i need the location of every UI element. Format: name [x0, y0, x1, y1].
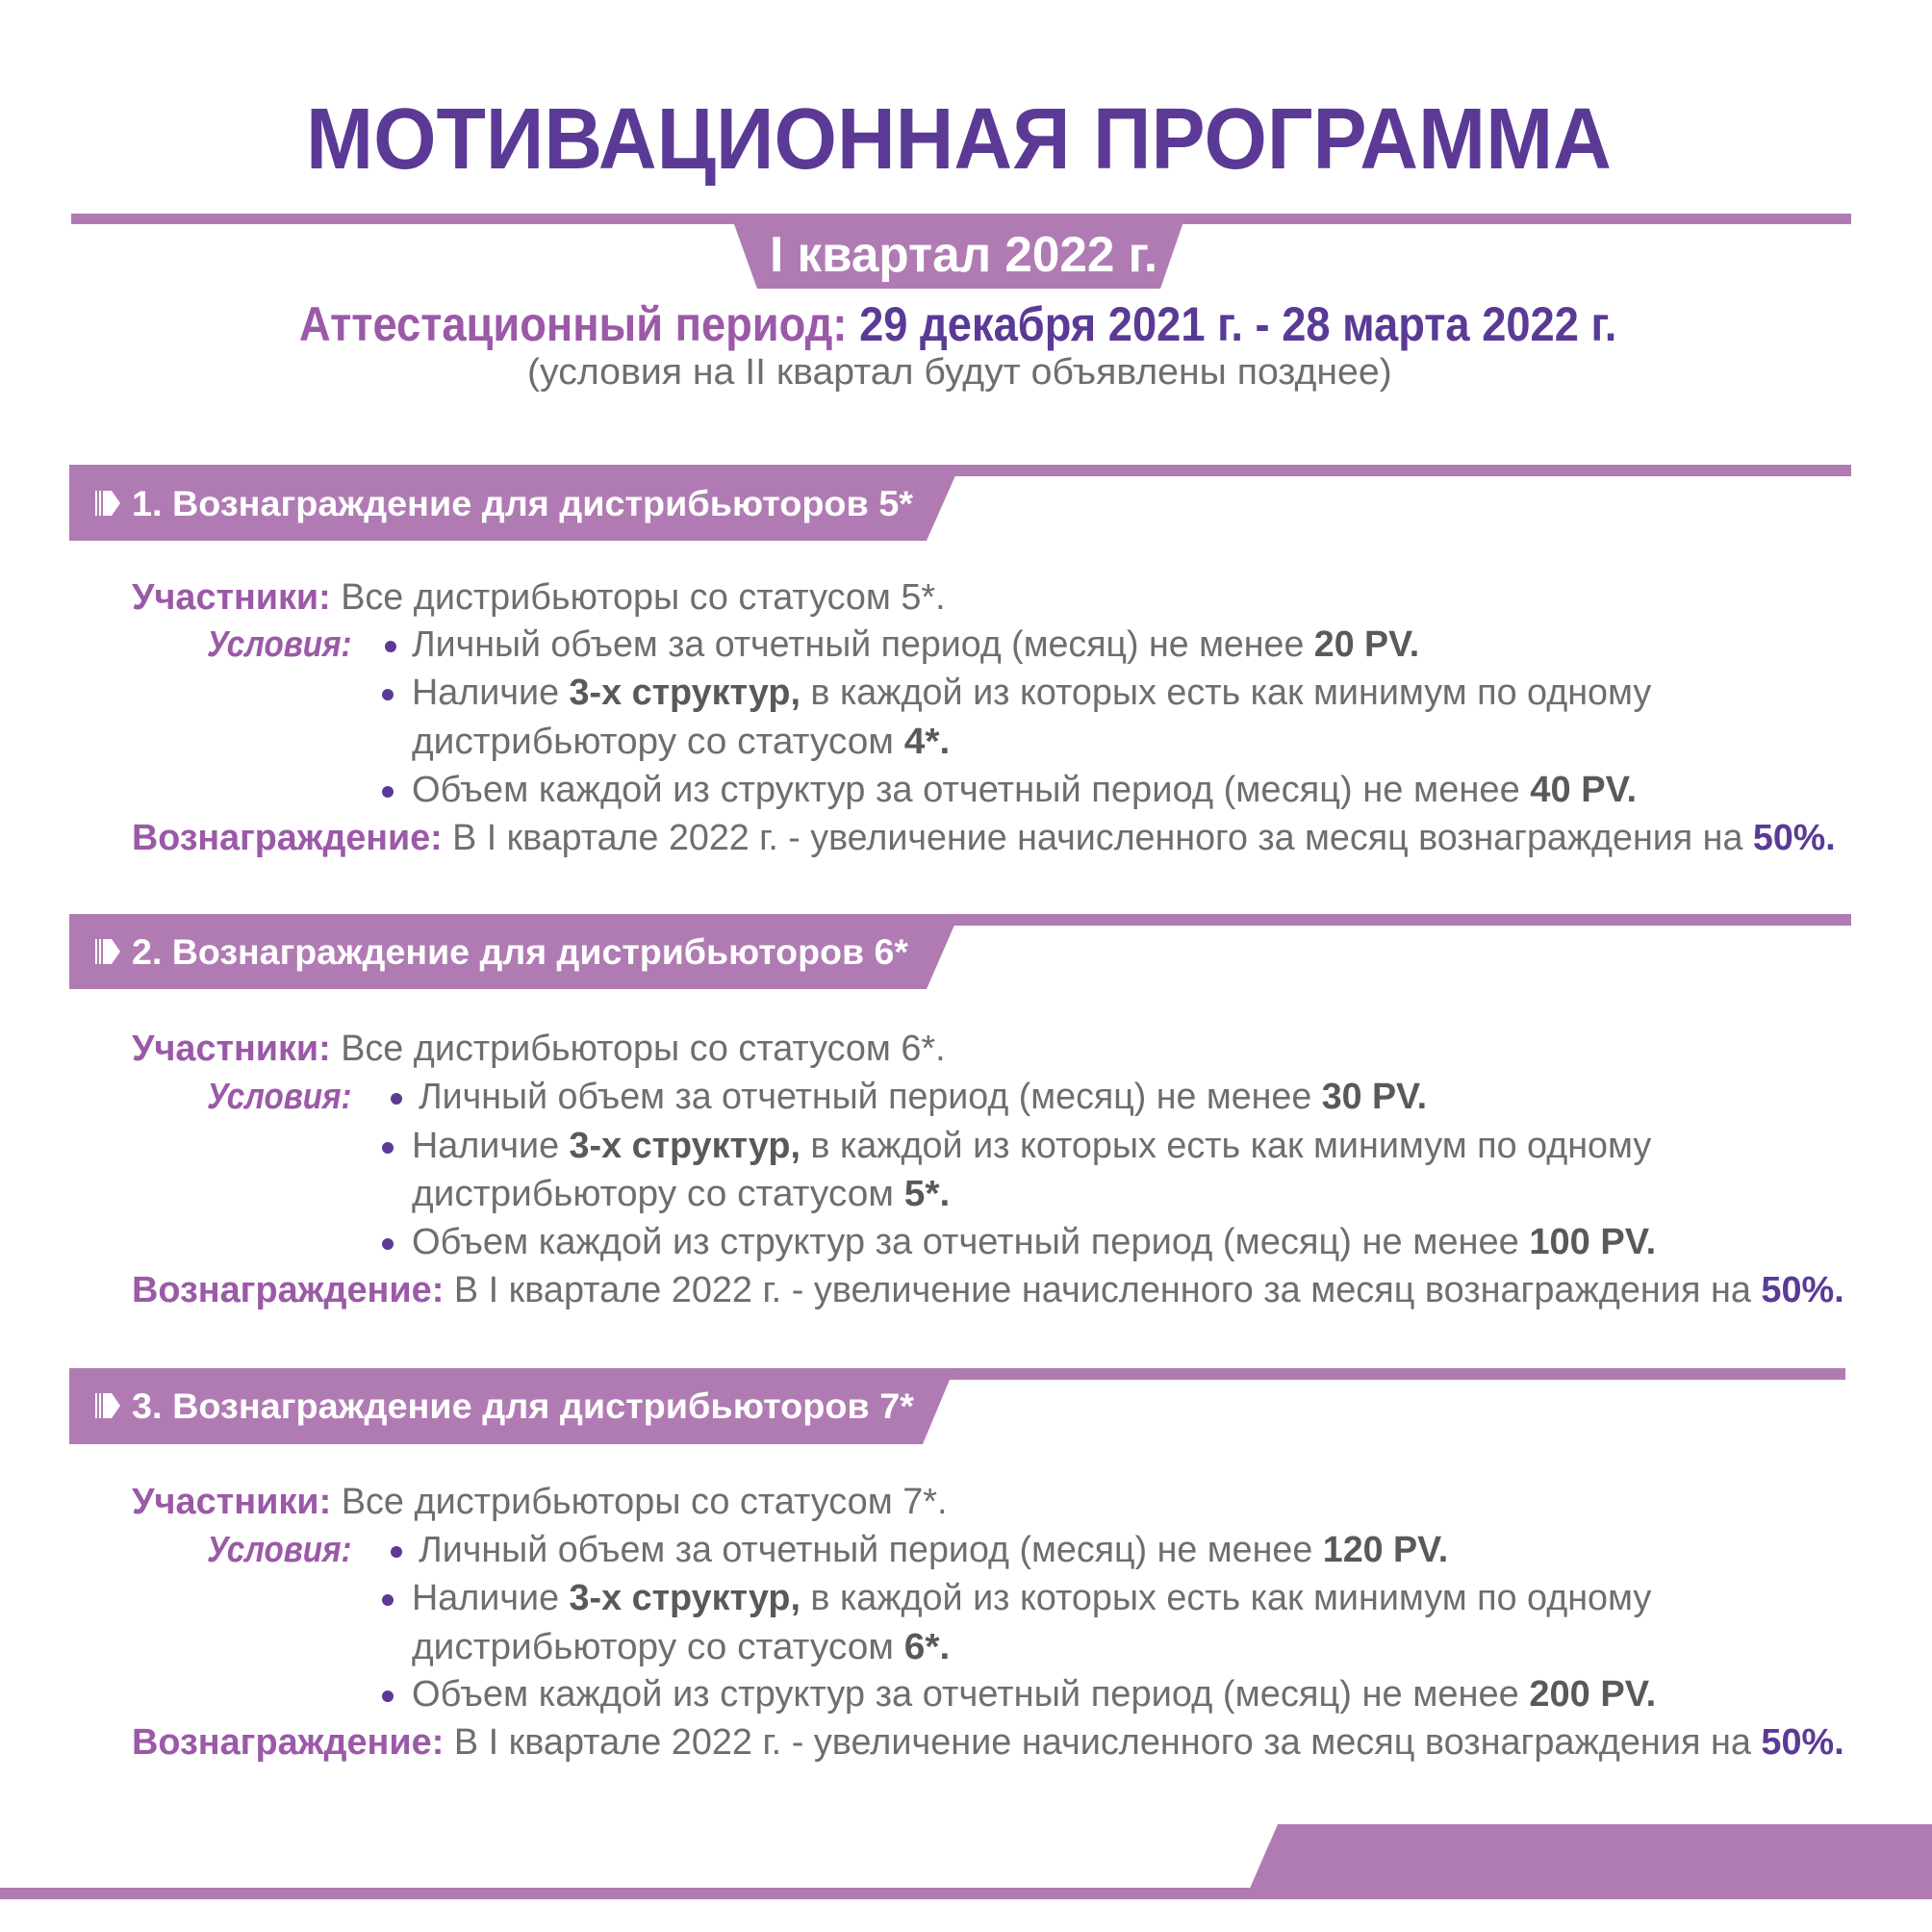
attestation-period: [299, 297, 1617, 351]
condition-value: 3-х структур,: [569, 673, 801, 713]
bullet-icon: [385, 641, 396, 652]
reward-label: Вознаграждение:: [132, 1270, 445, 1310]
participants-label: Участники:: [132, 1029, 331, 1069]
condition-text: Наличие: [412, 1578, 570, 1618]
condition-status: 4*.: [903, 722, 951, 762]
condition-text: дистрибьютору со статусом: [412, 1174, 904, 1214]
condition-text-rest: в каждой из которых есть как минимум по одному: [800, 673, 1652, 713]
section-title: 1. Вознаграждение для дистрибьюторов 5*: [132, 483, 913, 523]
condition-item: [412, 1580, 1651, 1616]
condition-text-rest: в каждой из которых есть как минимум по одному: [800, 1578, 1652, 1618]
condition-item: [412, 626, 1419, 663]
condition-item: [412, 1128, 1651, 1164]
condition-status: 6*.: [903, 1627, 951, 1667]
bullet-icon: [391, 1546, 402, 1558]
condition-value: 100 PV.: [1529, 1222, 1657, 1262]
condition-value: 3-х структур,: [569, 1126, 801, 1166]
bullet-icon: [382, 1238, 394, 1250]
arrow-marker-icon: [94, 1393, 121, 1423]
conditions-label: Условия:: [207, 1530, 352, 1570]
condition-value: 200 PV.: [1529, 1674, 1657, 1715]
attestation-note: (условия на II квартал будут объявлены позднее): [527, 352, 1392, 393]
condition-text-rest: в каждой из которых есть как минимум по одному: [800, 1126, 1652, 1166]
condition-status: 5*.: [903, 1174, 951, 1214]
condition-item-continued: [412, 1629, 950, 1665]
participants-line: [132, 1030, 946, 1067]
attestation-dates: 29 декабря 2021 г. - 28 марта 2022 г.: [859, 297, 1617, 351]
condition-text: дистрибьютору со статусом: [412, 1627, 904, 1667]
section-title: 3. Вознаграждение для дистрибьюторов 7*: [132, 1385, 914, 1426]
conditions-label: Условия:: [207, 1077, 352, 1117]
condition-item: [412, 772, 1637, 808]
section-title: 2. Вознаграждение для дистрибьюторов 6*: [132, 931, 908, 972]
condition-value: 20 PV.: [1313, 624, 1420, 665]
condition-text: Объем каждой из структур за отчетный период (месяц) не менее: [412, 1674, 1530, 1715]
attestation-label: Аттестационный период:: [299, 297, 848, 351]
participants-text: Все дистрибьюторы со статусом 7*.: [341, 1482, 948, 1522]
reward-line: [132, 1272, 1844, 1309]
condition-value: 30 PV.: [1321, 1077, 1428, 1117]
footer-block: [1245, 1824, 1932, 1899]
bullet-icon: [391, 1093, 402, 1105]
bullet-icon: [382, 1690, 394, 1702]
condition-item: [412, 1224, 1656, 1260]
reward-line: [132, 820, 1836, 856]
arrow-marker-icon: [94, 939, 121, 969]
participants-text: Все дистрибьюторы со статусом 6*.: [341, 1029, 946, 1069]
participants-line: [132, 1484, 948, 1520]
reward-text: В I квартале 2022 г. - увеличение начисленного за месяц вознаграждения на: [453, 1722, 1762, 1763]
bullet-icon: [382, 1594, 394, 1606]
participants-label: Участники:: [132, 577, 331, 618]
condition-text: Личный объем за отчетный период (месяц) не менее: [419, 1077, 1322, 1117]
conditions-label: Условия:: [207, 624, 352, 665]
reward-value: 50%.: [1761, 1722, 1844, 1763]
arrow-marker-icon: [94, 491, 121, 521]
condition-item: [412, 674, 1651, 711]
condition-item-continued: [412, 1176, 950, 1212]
reward-value: 50%.: [1761, 1270, 1844, 1310]
page-title: МОТИВАЦИОННАЯ ПРОГРАММА: [306, 91, 1612, 188]
condition-text: дистрибьютору со статусом: [412, 722, 904, 762]
condition-value: 40 PV.: [1530, 770, 1638, 810]
bullet-icon: [382, 1142, 394, 1154]
reward-label: Вознаграждение:: [132, 818, 443, 858]
condition-text: Личный объем за отчетный период (месяц) не менее: [419, 1530, 1323, 1570]
reward-line: [132, 1724, 1844, 1761]
reward-label: Вознаграждение:: [132, 1722, 445, 1763]
bullet-icon: [382, 786, 394, 798]
condition-text: Объем каждой из структур за отчетный период (месяц) не менее: [412, 1222, 1530, 1262]
quarter-label: I квартал 2022 г.: [770, 227, 1158, 283]
condition-value: 3-х структур,: [569, 1578, 801, 1618]
participants-line: [132, 579, 946, 616]
condition-text: Наличие: [412, 673, 570, 713]
condition-item: [412, 1676, 1656, 1713]
condition-item-continued: [412, 724, 950, 760]
bullet-icon: [382, 689, 394, 700]
condition-item: [419, 1079, 1427, 1115]
condition-text: Личный объем за отчетный период (месяц) не менее: [412, 624, 1314, 665]
reward-value: 50%.: [1752, 818, 1836, 858]
participants-label: Участники:: [132, 1482, 332, 1522]
reward-text: В I квартале 2022 г. - увеличение начисленного за месяц вознаграждения на: [452, 818, 1753, 858]
condition-text: Объем каждой из структур за отчетный период (месяц) не менее: [412, 770, 1531, 810]
participants-text: Все дистрибьюторы со статусом 5*.: [341, 577, 946, 618]
condition-text: Наличие: [412, 1126, 570, 1166]
condition-item: [419, 1532, 1448, 1568]
reward-text: В I квартале 2022 г. - увеличение начисленного за месяц вознаграждения на: [453, 1270, 1762, 1310]
condition-value: 120 PV.: [1322, 1530, 1449, 1570]
